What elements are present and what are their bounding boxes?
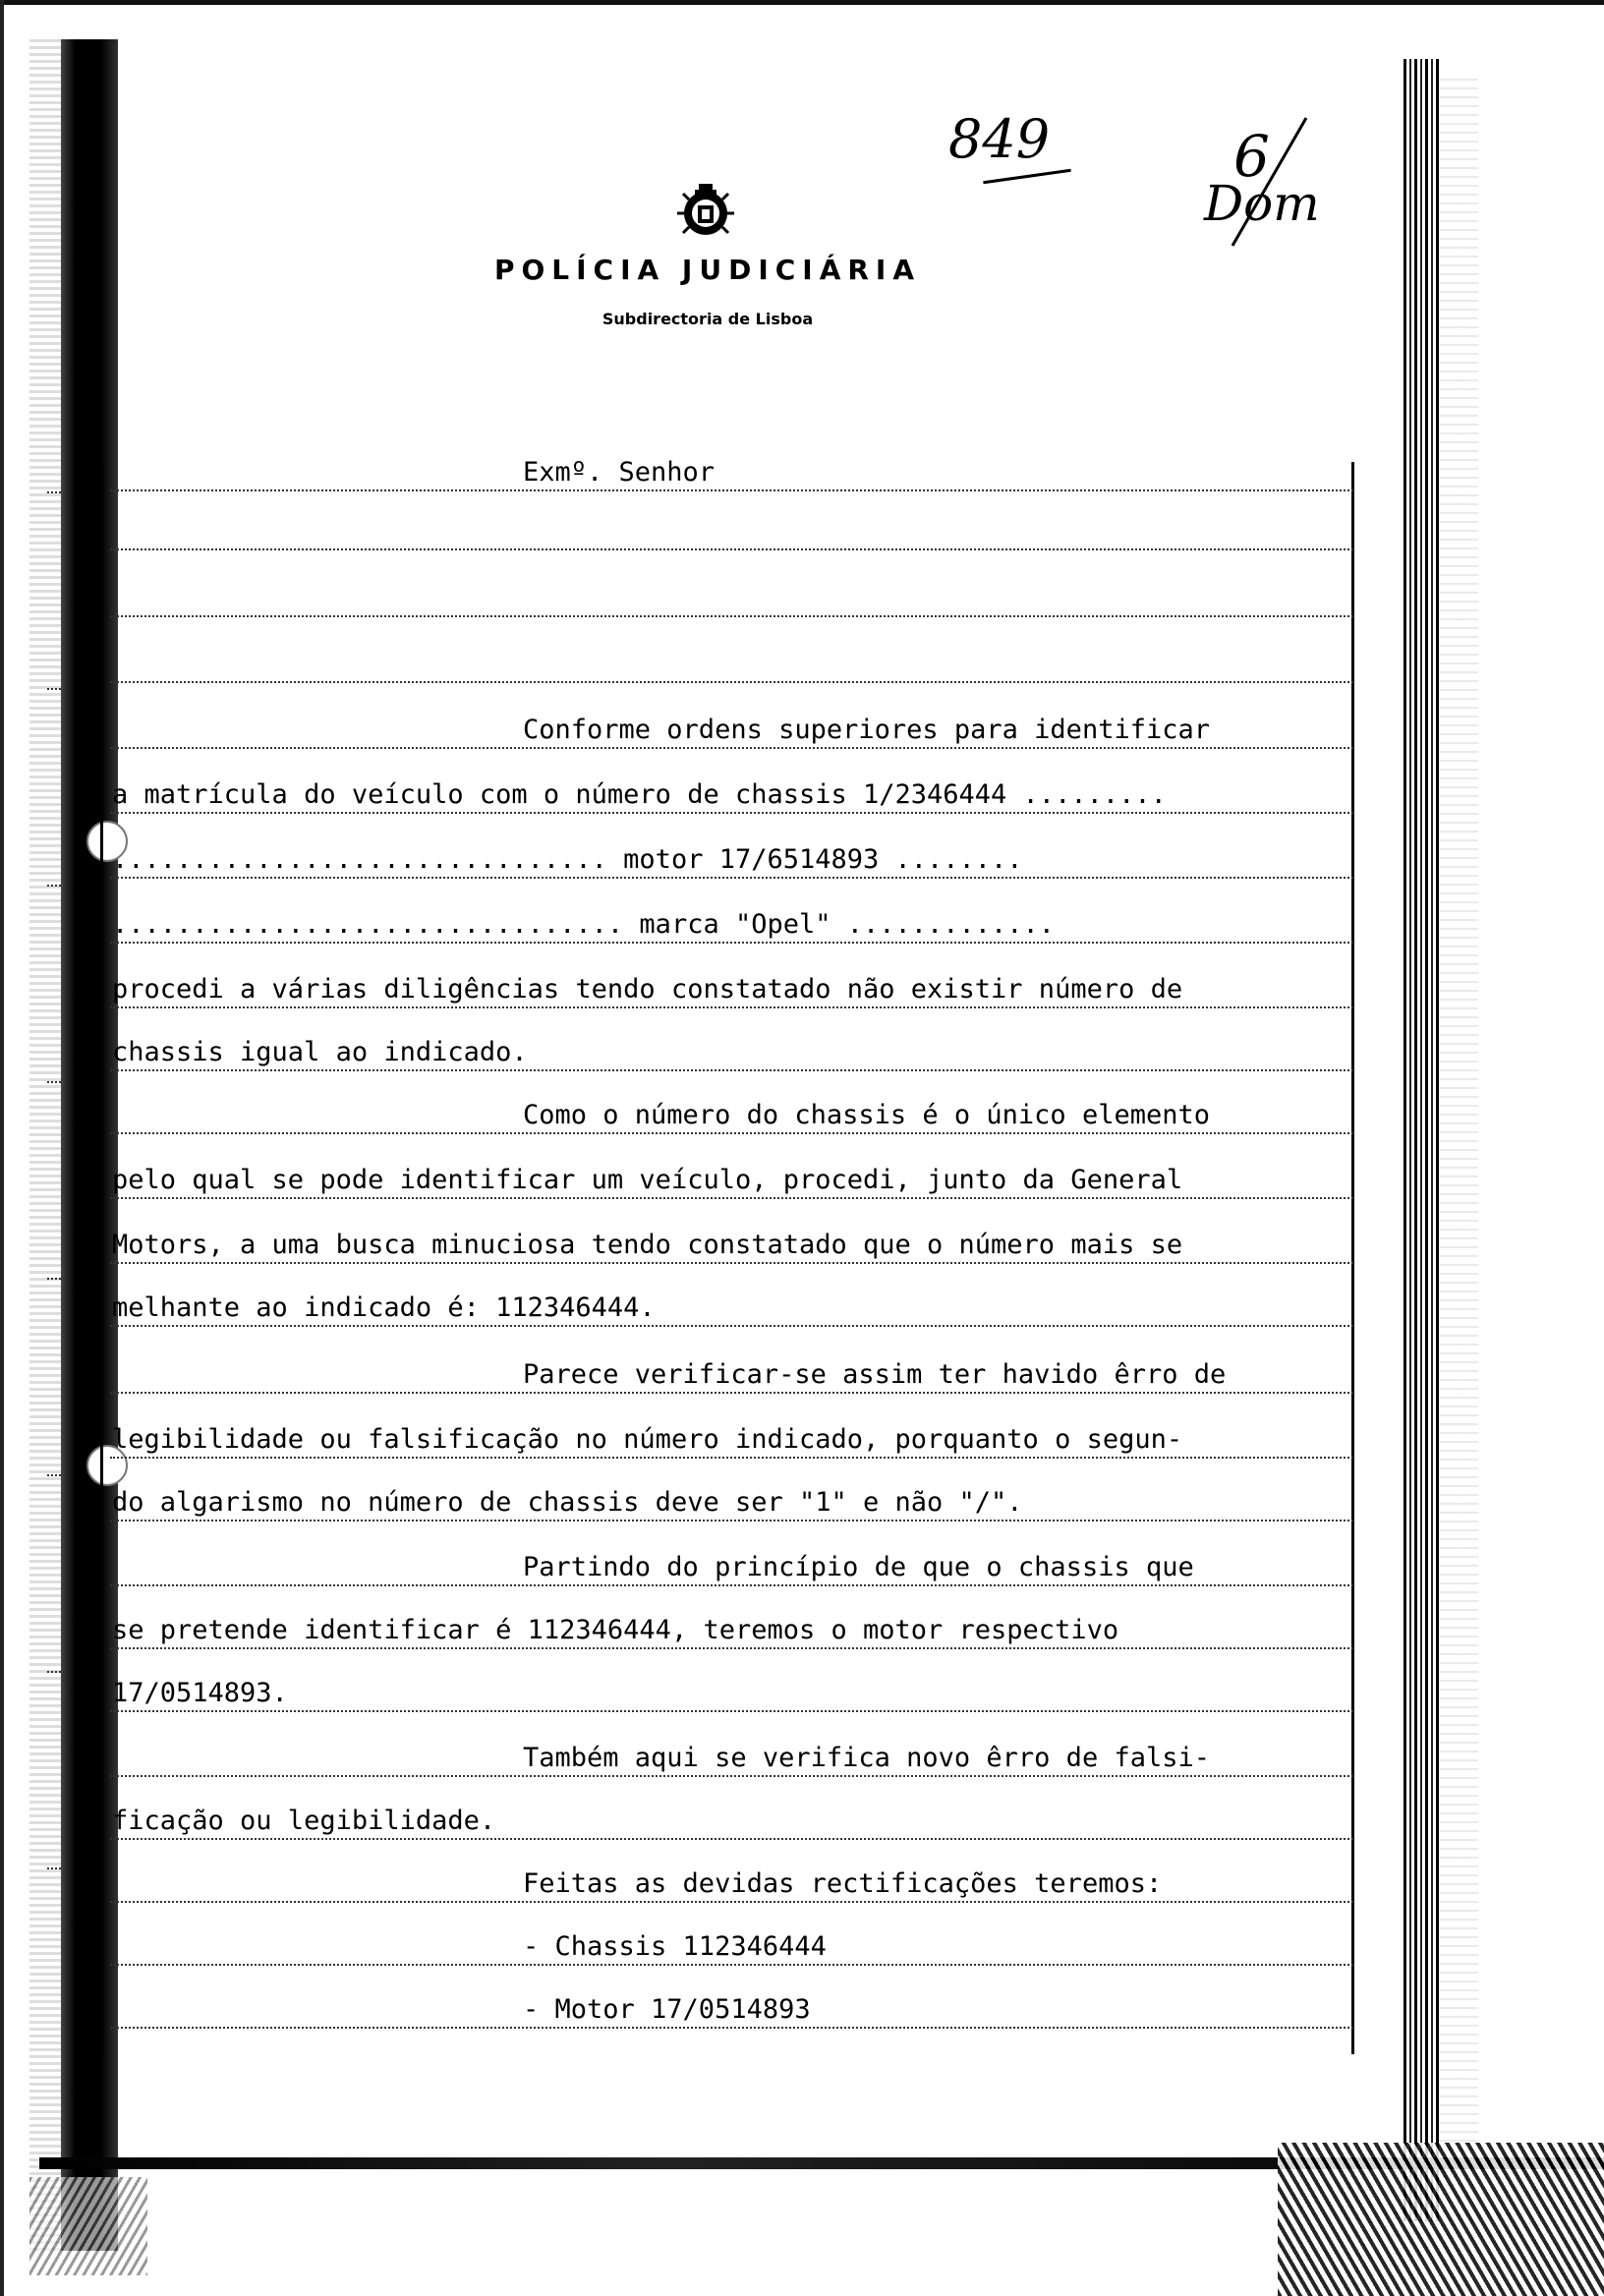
margin-tick bbox=[47, 491, 61, 493]
left-margin-rule bbox=[100, 462, 103, 2054]
body-text: se pretende identificar é 112346444, teremos o motor respectivo bbox=[112, 1615, 1119, 1645]
scan-border-top bbox=[0, 0, 1604, 5]
body-line bbox=[110, 1980, 1353, 2029]
body-text: melhante ao indicado é: 112346444. bbox=[112, 1292, 656, 1323]
department-name: Subdirectoria de Lisboa bbox=[602, 310, 814, 328]
body-text: legibilidade ou falsificação no número indicado, porquanto o segun- bbox=[112, 1424, 1183, 1455]
blank-line bbox=[110, 634, 1353, 683]
body-text: ............................... motor 17/6514893 ........ bbox=[112, 844, 1023, 875]
margin-tick bbox=[47, 688, 61, 690]
body-text: - Motor 17/0514893 bbox=[523, 1994, 811, 2025]
body-line bbox=[110, 1345, 1353, 1394]
handwritten-folio: 6 bbox=[1233, 123, 1270, 190]
body-text: Feitas as devidas rectificações teremos: bbox=[523, 1868, 1163, 1899]
body-text: 17/0514893. bbox=[112, 1678, 288, 1708]
body-text: procedi a várias diligências tendo constatado não existir número de bbox=[112, 974, 1183, 1004]
body-line bbox=[110, 1022, 1353, 1071]
handwritten-number: 849 bbox=[948, 108, 1051, 170]
body-line bbox=[110, 1791, 1353, 1840]
coat-of-arms-icon bbox=[673, 180, 738, 245]
body-text: Também aqui se verifica novo êrro de falsi- bbox=[523, 1743, 1210, 1773]
body-line bbox=[110, 894, 1353, 944]
body-line bbox=[110, 959, 1353, 1008]
body-text: - Chassis 112346444 bbox=[523, 1931, 827, 1962]
body-line bbox=[110, 765, 1353, 814]
scan-smear-bottom-right bbox=[1278, 2143, 1604, 2296]
margin-tick bbox=[47, 1278, 61, 1280]
body-line bbox=[110, 1600, 1353, 1649]
body-text: a matrícula do veículo com o número de chassis 1/2346444 ......... bbox=[112, 779, 1167, 810]
body-text: Partindo do princípio de que o chassis que bbox=[523, 1552, 1194, 1582]
body-line bbox=[110, 1472, 1353, 1521]
body-line bbox=[110, 1854, 1353, 1903]
scan-noise-right bbox=[1439, 79, 1478, 2192]
page-edge-right bbox=[1404, 59, 1439, 2221]
body-line bbox=[110, 1537, 1353, 1586]
margin-tick bbox=[47, 885, 61, 887]
margin-tick bbox=[47, 1671, 61, 1673]
blank-line bbox=[110, 501, 1353, 550]
blank-line bbox=[110, 568, 1353, 617]
body-line bbox=[110, 830, 1353, 879]
body-text: do algarismo no número de chassis deve ser "1" e não "/". bbox=[112, 1487, 1023, 1518]
margin-tick bbox=[47, 1081, 61, 1083]
body-line bbox=[110, 700, 1353, 749]
salutation: Exmº. Senhor bbox=[523, 457, 716, 488]
body-text: Conforme ordens superiores para identificar bbox=[523, 715, 1210, 745]
body-text: chassis igual ao indicado. bbox=[112, 1037, 528, 1067]
body-text: ................................ marca "Opel" ............. bbox=[112, 909, 1056, 940]
body-line bbox=[110, 1917, 1353, 1966]
body-text: ficação ou legibilidade. bbox=[112, 1806, 496, 1836]
scan-smear-bottom-left bbox=[29, 2177, 147, 2275]
margin-tick bbox=[47, 1474, 61, 1476]
body-line bbox=[110, 1215, 1353, 1264]
body-text: Motors, a uma busca minuciosa tendo constatado que o número mais se bbox=[112, 1230, 1183, 1260]
body-text: Parece verificar-se assim ter havido êrro de bbox=[523, 1359, 1227, 1390]
body-text: pelo qual se pode identificar um veículo, procedi, junto da General bbox=[112, 1165, 1183, 1195]
scan-border-left bbox=[0, 0, 4, 2296]
body-line bbox=[110, 1278, 1353, 1327]
handwritten-initial: Dom bbox=[1204, 175, 1320, 232]
body-line bbox=[110, 1409, 1353, 1459]
body-text: Como o número do chassis é o único elemento bbox=[523, 1100, 1210, 1130]
organization-name: POLÍCIA JUDICIÁRIA bbox=[493, 254, 922, 286]
margin-tick bbox=[47, 1867, 61, 1869]
salutation-line bbox=[110, 442, 1353, 491]
body-line bbox=[110, 1728, 1353, 1777]
binding-shadow bbox=[29, 39, 61, 2251]
body-line bbox=[110, 1663, 1353, 1712]
body-line bbox=[110, 1085, 1353, 1134]
body-line bbox=[110, 1150, 1353, 1199]
handwritten-underline bbox=[983, 169, 1071, 184]
